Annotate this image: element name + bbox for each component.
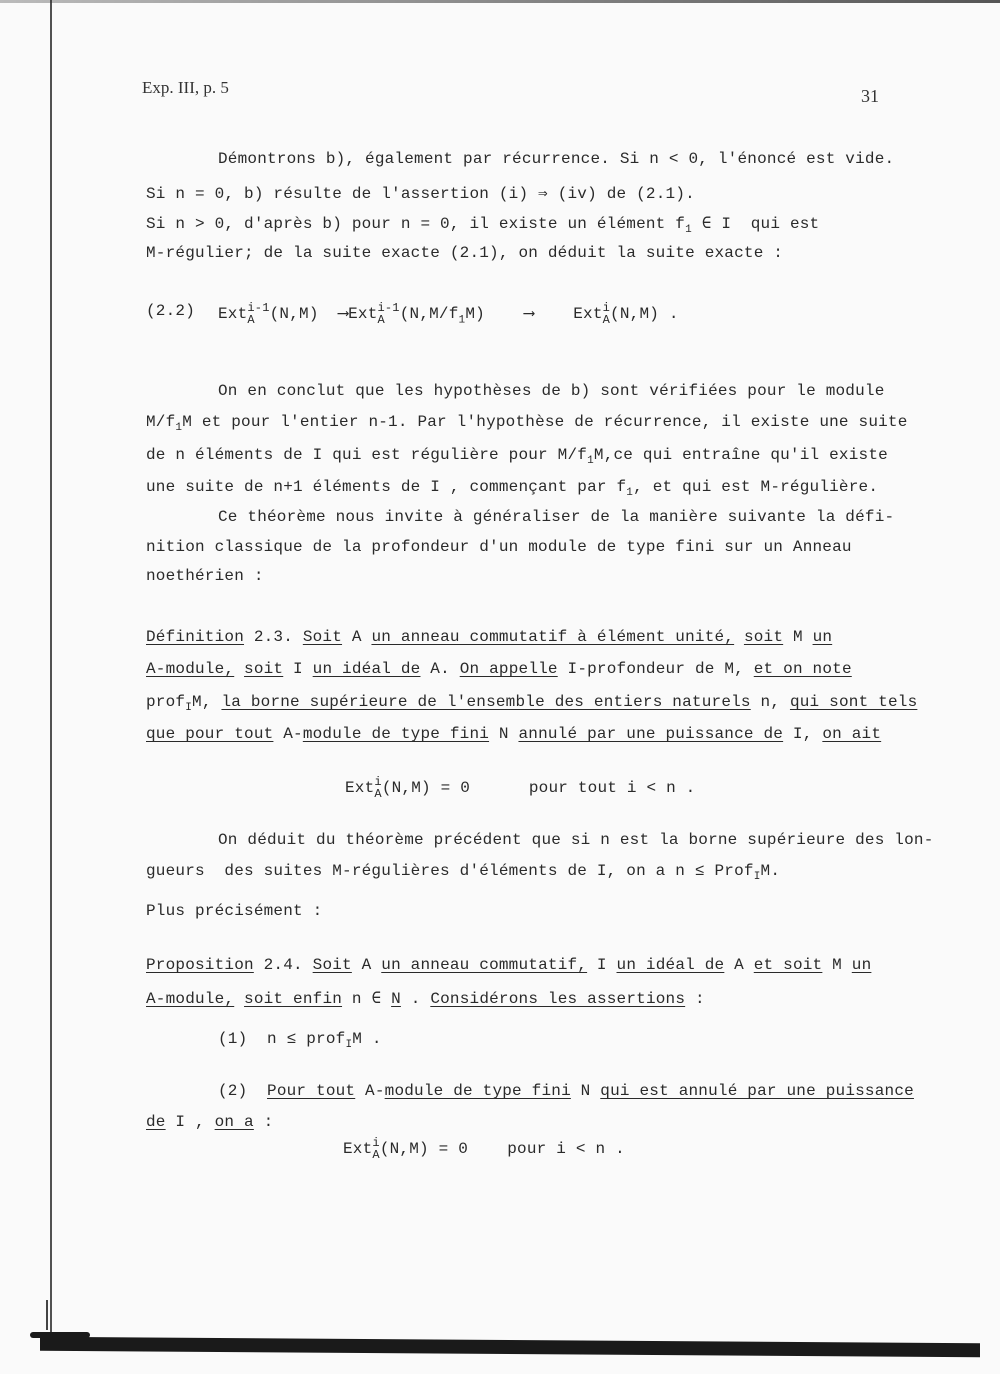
- proposition-item-2: (2) Pour tout A-module de type fini N qui est annulé par une puissance: [218, 1082, 914, 1100]
- equation-label: (2.2): [146, 302, 196, 320]
- binding-rule-lower: [46, 1300, 48, 1330]
- text-line: On en conclut que les hypothèses de b) sont vérifiées pour le module: [218, 382, 885, 400]
- text-line: $M/f_1M$ et pour l'entier n-1. Par l'hypothèse de récurrence, il existe une suite: [146, 413, 908, 435]
- text-line: de n éléments de I qui est régulière pour $M/f_1M,ce$ qui entraîne qu'il existe: [146, 446, 888, 468]
- text-line: On déduit du théorème précédent que si n est la borne supérieure des lon-: [218, 831, 934, 849]
- proposition-2-4-line: Proposition 2.4. Soit A un anneau commutatif, I un idéal de A et soit M un: [146, 956, 872, 974]
- text-line: gueurs des suites M-régulières d'éléments de I, on a n ≤ Prof$_I$M.: [146, 862, 781, 884]
- proposition-equation: Ext i A (N,M) = 0 pour i < n .: [343, 1136, 625, 1162]
- proposition-item-1: (1) n ≤ prof$_I$M .: [218, 1030, 382, 1052]
- definition-2-3-line: Définition 2.3. Soit A un anneau commutatif à élément unité, soit M un: [146, 628, 833, 646]
- text-line: Si n = 0, b) résulte de l'assertion (i) ⇒ (iv) de (2.1).: [146, 185, 695, 203]
- proposition-title: Proposition: [146, 956, 254, 974]
- page-number: 31: [861, 86, 879, 106]
- definition-equation: Ext i A (N,M) = 0 pour tout i < n .: [345, 775, 696, 801]
- proposition-line: A-module, soit enfin n ∈ N . Considérons les assertions :: [146, 990, 705, 1008]
- text-line: une suite de n+1 éléments de I , commençant par $f_1$, et qui est M-régulière.: [146, 478, 879, 500]
- scan-top-edge: [0, 0, 1000, 3]
- proposition-line: de I , on a :: [146, 1113, 274, 1131]
- text-line: noethérien :: [146, 567, 264, 585]
- running-header: Exp. III, p. 5: [142, 78, 229, 97]
- definition-line: prof$_I$M, la borne supérieure de l'ensemble des entiers naturels n, qui sont tels: [146, 693, 918, 715]
- definition-line: que pour tout A-module de type fini N annulé par une puissance de I, on ait: [146, 725, 882, 743]
- definition-line: A-module, soit I un idéal de A. On appelle I-profondeur de M, et on note: [146, 660, 852, 678]
- definition-title: Définition: [146, 628, 245, 646]
- equation-2-2: Ext i-1 A (N,M) ⟶Ext i-1 A $(N,M/f_1M)$ ⟶ Ext i A (N,M) .: [218, 301, 679, 327]
- text-line: Ce théorème nous invite à généraliser de la manière suivante la défi-: [218, 508, 895, 526]
- text-line: Plus précisément :: [146, 902, 323, 920]
- scan-bottom-edge: [40, 1337, 980, 1358]
- text-line: M-régulier; de la suite exacte (2.1), on déduit la suite exacte :: [146, 244, 784, 262]
- text-line: Démontrons b), également par récurrence. Si n < 0, l'énoncé est vide.: [218, 150, 895, 168]
- binding-rule: [50, 0, 52, 1340]
- text-line: Si n > 0, d'après b) pour n = 0, il existe un élément $f_1$ ∈ I qui est: [146, 215, 820, 237]
- text-line: nition classique de la profondeur d'un module de type fini sur un Anneau: [146, 538, 852, 556]
